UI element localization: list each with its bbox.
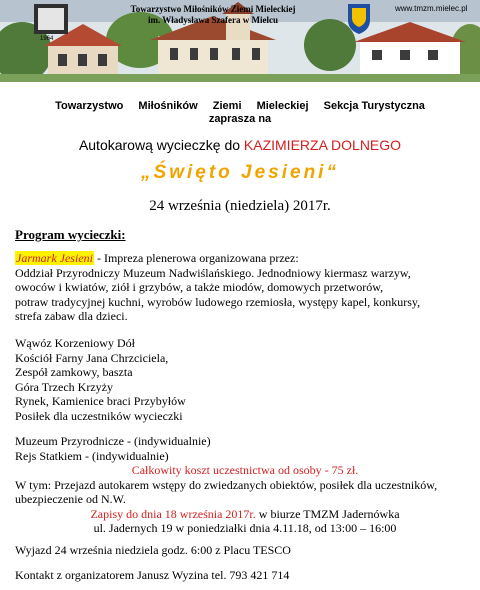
jarmark-line: [15, 251, 475, 266]
org-word: Sekcja Turystyczna: [323, 100, 425, 112]
place-item: Góra Trzech Krzyży: [15, 379, 113, 394]
signup-place: w biurze TMZM Jadernówka: [255, 506, 400, 521]
places-list: [15, 336, 475, 423]
program-heading-text: Program wycieczki:: [15, 227, 126, 242]
banner-year: 1964: [40, 36, 54, 42]
org-word: Mieleckiej: [256, 100, 309, 112]
place-item: Rynek, Kamienice braci Przybyłów: [15, 394, 186, 408]
banner-website: www.tmzm.mielec.pl: [395, 4, 468, 13]
banner-title: [88, 4, 338, 26]
jarmark-intro: - Impreza plenerowa organizowana przez:: [93, 251, 299, 265]
header-banner: [0, 0, 480, 82]
place-item: Wąwóz Korzeniowy Dół: [15, 336, 135, 350]
jarmark-paragraph: [15, 251, 475, 324]
program-heading: [15, 227, 126, 243]
trip-destination: KAZIMIERZA DOLNEGO: [243, 137, 402, 153]
jarmark-name: Jarmark Jesieni: [16, 251, 93, 265]
organizer-header: [0, 100, 480, 126]
trip-date: 24 września (niedziela) 2017r.: [149, 198, 331, 214]
cost-line: Całkowity koszt uczestnictwa od osoby - 75 zł.: [131, 463, 359, 477]
contact-info: Kontakt z organizatorem Janusz Wyzina tel. 793 421 714: [15, 568, 290, 582]
org-word: Miłośników: [138, 100, 198, 112]
optional-item: Rejs Statkiem - (indywidualnie): [15, 448, 169, 463]
org-word: Towarzystwo: [55, 100, 124, 112]
signup-deadline: Zapisy do dnia 18 września 2017r.: [90, 506, 256, 521]
place-item: Zespół zamkowy, baszta: [15, 365, 133, 379]
festival-title: „Święto Jesieni“: [141, 162, 339, 183]
signup-line: [15, 507, 475, 522]
office-hours: ul. Jadernych 19 w poniedziałki dnia 4.11.18, od 13:00 – 16:00: [93, 521, 397, 535]
trip-prefix: Autokarową wycieczkę do: [78, 137, 241, 153]
banner-line-2: im. Władysława Szafera w Mielcu: [147, 15, 279, 25]
organizer-name: [0, 100, 480, 113]
departure-info: Wyjazd 24 września niedziela godz. 6:00 z Placu TESCO: [15, 543, 291, 557]
place-item: Posiłek dla uczestników wycieczki: [15, 408, 183, 423]
place-item: Kościół Farny Jana Chrzciciela,: [15, 350, 169, 365]
fee-line: ubezpieczenie od N.W.: [15, 492, 126, 506]
fee-line: W tym: Przejazd autokarem wstępy do zwiedzanych obiektów, posiłek dla uczestników,: [15, 477, 438, 492]
invites-text: zaprasza na: [208, 113, 272, 125]
org-word: Ziemi: [212, 100, 242, 112]
optional-and-cost: [15, 434, 475, 536]
trip-title: [0, 137, 480, 153]
optional-item: Muzeum Przyrodnicze - (indywidualnie): [15, 434, 211, 448]
description-line: potraw tradycyjnej kuchni, wyrobów ludowego rzemiosła, występy kapel, konkursy,: [15, 294, 421, 309]
description-line: strefa zabaw dla dzieci.: [15, 309, 128, 323]
description-line: Oddział Przyrodniczy Muzeum Nadwiślańskiego. Jednodniowy kiermasz warzyw,: [15, 265, 411, 280]
description-line: owoców i kwiatów, ziół i grzybów, a także miodów, domowych przetworów,: [15, 280, 384, 294]
banner-line-1: Towarzystwo Miłośników Ziemi Mieleckiej: [130, 4, 296, 14]
